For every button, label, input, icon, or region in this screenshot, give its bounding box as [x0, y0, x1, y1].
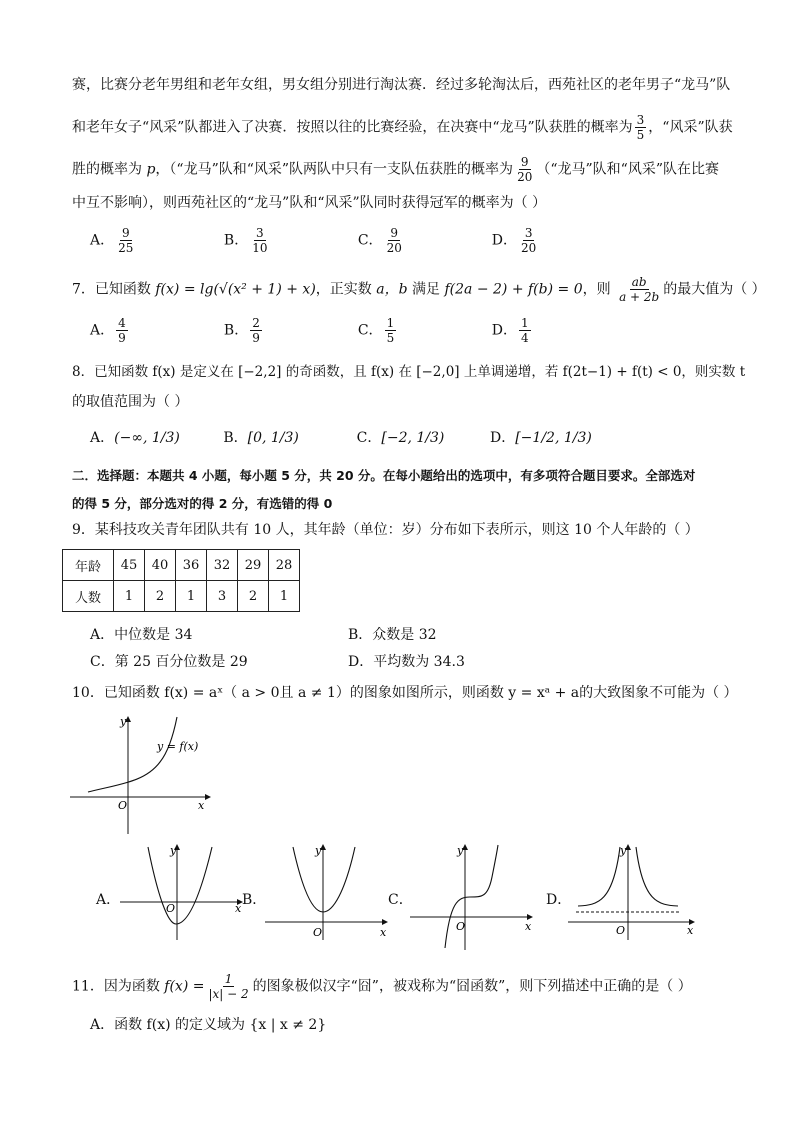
svg-text:x: x [380, 926, 387, 939]
section2-line1: 二．选择题：本题共 4 小题，每小题 5 分，共 20 分。在每小题给出的选项中，有多项符合题目要求。全部选对 [72, 468, 696, 483]
age-table [62, 549, 300, 612]
q6-line2 [72, 113, 733, 142]
age-cell: 40 [145, 550, 176, 581]
q6-fraction-9-20: $\frac{9}{20}$ [517, 155, 533, 184]
count-cell: 3 [207, 581, 238, 612]
q6-option-a[interactable]: A． $\frac{9}{25}$ [90, 226, 134, 255]
age-cell: 45 [114, 550, 145, 581]
q6-option-b[interactable]: B． $\frac{3}{10}$ [223, 226, 268, 255]
q10-main-graph [70, 712, 220, 837]
q8-option-c[interactable]: C．[−2, 1/3) [356, 430, 445, 446]
q10-option-b-graph[interactable] [265, 842, 390, 942]
q8-option-b[interactable]: B．[0, 1/3) [223, 430, 299, 446]
q6-line2a: 和老年女子“风采”队都进入了决赛．按照以往的比赛经验，在决赛中“龙马”队获胜的概率为 [72, 119, 633, 136]
q8-option-a[interactable]: A．(−∞, 1/3) [90, 430, 180, 446]
count-row [63, 581, 300, 612]
q6-line3c: （“龙马”队和“风采”队在比赛 [536, 161, 719, 178]
q7-condition: f(2a − 2) + f(b) = 0 [444, 281, 583, 298]
q8-options [90, 428, 592, 448]
svg-text:x: x [525, 920, 532, 933]
x-label: x [198, 799, 205, 812]
q10-option-b-label[interactable]: B． [242, 892, 267, 908]
q9-option-a[interactable]: A．中位数是 34 [90, 627, 193, 643]
svg-text:O: O [166, 902, 176, 915]
q11-option-a[interactable]: A．函数 f(x) 的定义域为 {x | x ≠ 2} [90, 1017, 327, 1033]
q10-option-c-label[interactable]: C． [388, 892, 413, 908]
age-label: 年龄 [63, 550, 114, 581]
q11-function: f(x) = [164, 978, 205, 995]
q7-stem: 7．已知函数 f(x) = lg(√(x² + 1) + x)，正实数 a，b 满足 f(2a − 2) + f(b) = 0，则 $\frac{ab}{a + 2b}$ 的最大值为（ ） [72, 275, 766, 304]
curve-b [293, 847, 355, 912]
q7-function: f(x) = lg(√(x² + 1) + x) [155, 281, 316, 298]
q9-stem: 9．某科技攻关青年团队共有 10 人，其年龄（单位：岁）分布如下表所示，则这 10 个人年龄的（ ） [72, 522, 699, 538]
age-row [63, 550, 300, 581]
curve-a [148, 847, 212, 924]
q6-option-d[interactable]: D． $\frac{3}{20}$ [491, 226, 537, 255]
q6-line1: 赛，比赛分老年男组和老年女组，男女组分别进行淘汰赛．经过多轮淘汰后，西苑社区的老年男子“龙马”队 [72, 77, 731, 93]
svg-text:x: x [235, 902, 242, 915]
q11-fraction: $\frac{1}{|x| - 2}$ [208, 972, 249, 1001]
curve-d-right [636, 847, 678, 906]
section2-line2: 的得 5 分，部分选对的得 2 分，有选错的得 0 [72, 496, 333, 511]
q6-line2b: ，“风采”队获 [648, 119, 733, 136]
q7-option-a[interactable]: A． $\frac{4}{9}$ [90, 316, 126, 345]
q10-option-d-graph[interactable] [568, 842, 698, 942]
q6-p: p [146, 161, 156, 178]
q7-expression: $\frac{ab}{a + 2b}$ [619, 275, 660, 304]
q7-option-d[interactable]: D． $\frac{1}{4}$ [491, 316, 529, 345]
svg-text:O: O [313, 926, 323, 939]
q7-option-b[interactable]: B． $\frac{2}{9}$ [223, 316, 260, 345]
count-cell: 1 [269, 581, 300, 612]
svg-text:O: O [456, 920, 466, 933]
q10-stem: 10．已知函数 f(x) = aˣ（ a > 0且 a ≠ 1）的图象如图所示，则函数 y = xᵃ + a的大致图象不可能为（ ） [72, 685, 738, 701]
q6-fraction-3-5: $\frac{3}{5}$ [636, 113, 645, 142]
svg-text:y: y [170, 844, 177, 857]
curve-d-left [578, 847, 620, 906]
count-cell: 2 [238, 581, 269, 612]
age-cell: 28 [269, 550, 300, 581]
q7-option-c[interactable]: C． $\frac{1}{5}$ [357, 316, 395, 345]
q6-line3b: ，（“龙马”队和“风采”队两队中只有一支队伍获胜的概率为 [155, 161, 514, 178]
q8-option-d[interactable]: D．[−1/2, 1/3) [489, 430, 592, 446]
svg-text:x: x [687, 924, 694, 937]
exp-curve [88, 717, 177, 792]
q6-line4: 中互不影响），则西苑社区的“龙马”队和“风采”队同时获得冠军的概率为（ ） [72, 195, 547, 211]
count-cell: 1 [176, 581, 207, 612]
age-cell: 29 [238, 550, 269, 581]
q10-option-c-graph[interactable] [410, 842, 535, 952]
q6-option-c[interactable]: C． $\frac{9}{20}$ [357, 226, 402, 255]
curve-c [445, 845, 498, 948]
origin-label: O [118, 799, 128, 812]
q10-option-d-label[interactable]: D． [546, 892, 572, 908]
q7-options [90, 316, 550, 345]
q9-option-b[interactable]: B．众数是 32 [348, 627, 437, 643]
svg-text:y: y [315, 844, 322, 857]
y-label: y [120, 715, 127, 728]
age-cell: 36 [176, 550, 207, 581]
q8-line1: 8．已知函数 f(x) 是定义在 [−2,2] 的奇函数，且 f(x) 在 [−2,0] 上单调递增，若 f(2t−1) + f(t) < 0，则实数 t [72, 364, 746, 380]
q6-options [90, 226, 550, 255]
q10-option-a-graph[interactable] [120, 842, 245, 942]
svg-text:y: y [620, 844, 627, 857]
q11-stem: 11．因为函数 f(x) = $\frac{1}{|x| - 2}$ 的图象极似汉字“囧”，被戏称为“囧函数”，则下列描述中正确的是（ ） [72, 972, 692, 1001]
q9-option-c[interactable]: C．第 25 百分位数是 29 [90, 654, 248, 670]
svg-text:O: O [616, 924, 626, 937]
q6-line3 [72, 155, 719, 184]
graph-label: y = f(x) [157, 740, 199, 753]
q6-line3a: 胜的概率为 [72, 161, 142, 178]
q9-option-d[interactable]: D．平均数为 34.3 [348, 654, 465, 670]
age-cell: 32 [207, 550, 238, 581]
svg-text:y: y [457, 844, 464, 857]
count-cell: 1 [114, 581, 145, 612]
count-cell: 2 [145, 581, 176, 612]
q10-option-a-label[interactable]: A． [96, 892, 121, 908]
count-label: 人数 [63, 581, 114, 612]
q8-line2: 的取值范围为（ ） [72, 394, 189, 410]
